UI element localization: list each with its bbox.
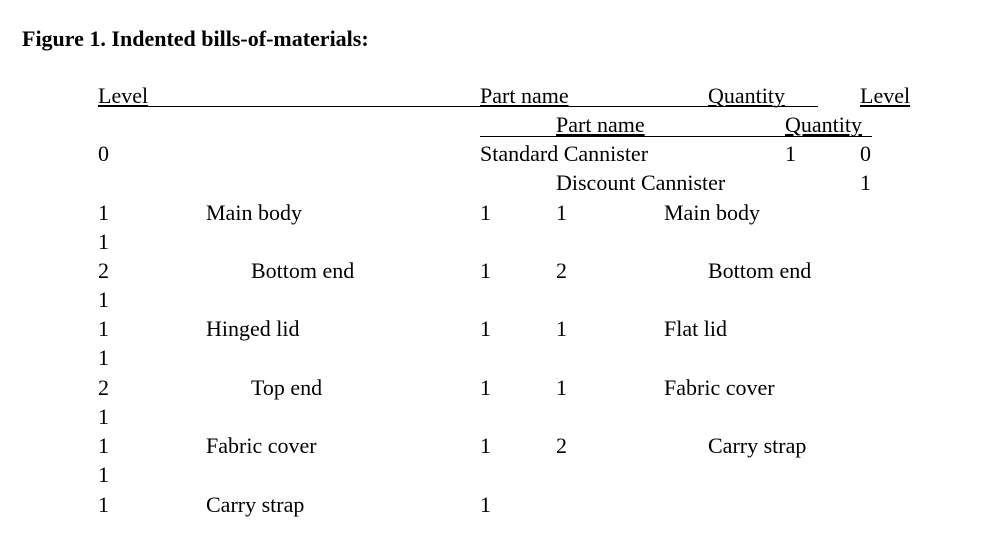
left-level: 2 <box>98 258 109 283</box>
header-quantity-a: Quantity <box>708 83 785 108</box>
left-level: 1 <box>98 287 109 312</box>
quantity-cell: 2 <box>556 433 567 458</box>
left-level: 1 <box>98 200 109 225</box>
left-level: 2 <box>98 375 109 400</box>
header-level-right: Level <box>860 83 911 108</box>
quantity-cell: 1 <box>480 492 491 517</box>
left-level: 1 <box>98 462 109 487</box>
right-part-name: Main body <box>664 200 760 225</box>
left-part-name: Fabric cover <box>206 433 317 458</box>
left-part-name: Bottom end <box>251 258 355 283</box>
header-part-name-b: Part name <box>556 112 645 137</box>
left-level: 1 <box>98 404 109 429</box>
right-part-name: Flat lid <box>664 316 727 341</box>
header-part-name-a: Part name <box>480 83 569 108</box>
left-level: 0 <box>98 141 109 166</box>
left-level: 1 <box>98 345 109 370</box>
left-part-name: Main body <box>206 200 302 225</box>
left-part-name: Hinged lid <box>206 316 300 341</box>
quantity-cell: 1 <box>480 316 491 341</box>
left-part-name: Top end <box>251 375 323 400</box>
right-part-name: Fabric cover <box>664 375 775 400</box>
quantity-cell: 1 <box>480 258 491 283</box>
left-level: 1 <box>98 433 109 458</box>
right-part-name: Bottom end <box>708 258 812 283</box>
quantity-cell: 1 <box>556 200 567 225</box>
standard-root-name: Standard Cannister <box>480 141 649 166</box>
standard-root-level: 0 <box>860 141 871 166</box>
figure-title: Figure 1. Indented bills-of-materials: <box>22 26 369 51</box>
left-level: 1 <box>98 316 109 341</box>
left-level: 1 <box>98 492 109 517</box>
quantity-cell: 1 <box>480 375 491 400</box>
right-part-name: Carry strap <box>708 433 807 458</box>
header-quantity-b: Quantity <box>785 112 862 137</box>
quantity-cell: 1 <box>480 200 491 225</box>
discount-root-name: Discount Cannister <box>556 170 726 195</box>
quantity-cell: 2 <box>556 258 567 283</box>
discount-root-level: 1 <box>860 170 871 195</box>
quantity-cell: 1 <box>556 316 567 341</box>
quantity-cell: 1 <box>556 375 567 400</box>
standard-root-quantity: 1 <box>785 141 796 166</box>
quantity-cell: 1 <box>480 433 491 458</box>
left-part-name: Carry strap <box>206 492 305 517</box>
header-level-left: Level <box>98 83 149 108</box>
left-level: 1 <box>98 229 109 254</box>
